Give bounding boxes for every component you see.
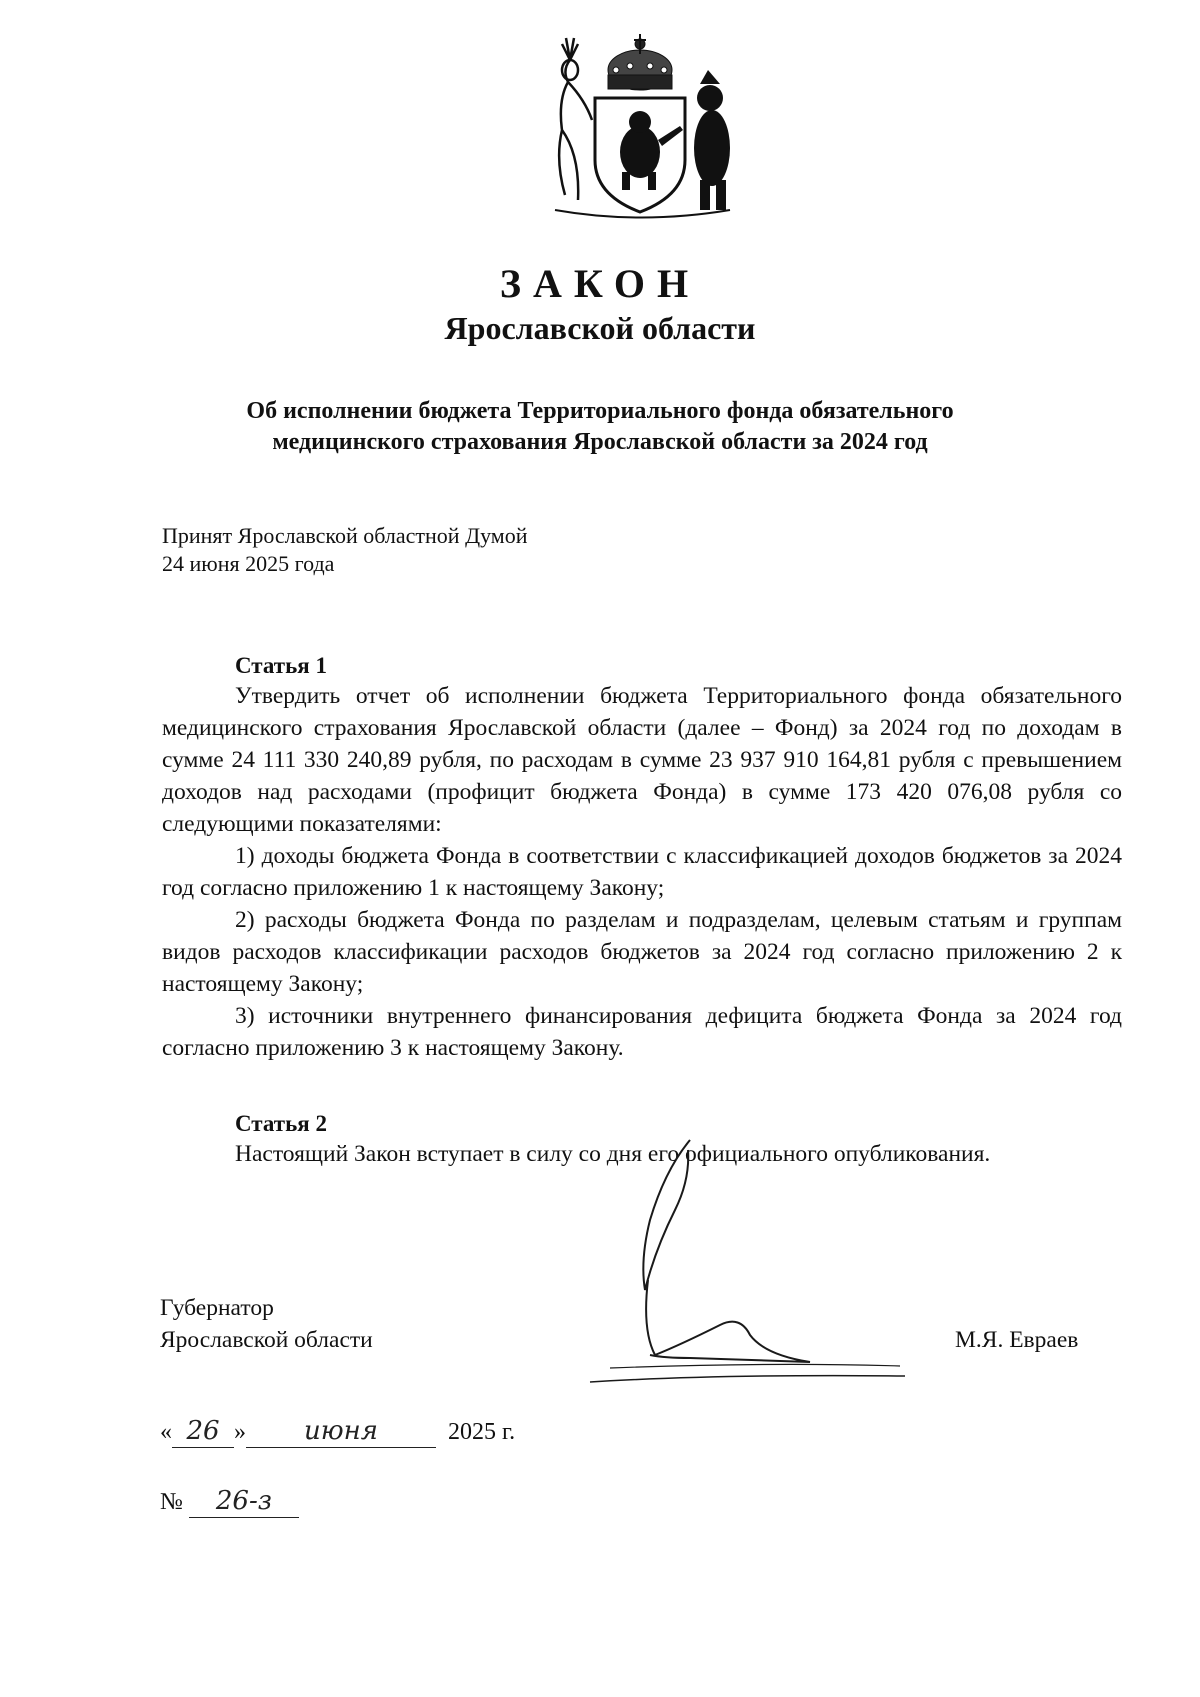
handwritten-signature <box>570 1130 930 1400</box>
article2-text: Настоящий Закон вступает в силу со дня его официального опубликования. <box>235 1141 991 1167</box>
article1-item2: 2) расходы бюджета Фонда по разделам и подразделам, целевым статьям и группам видов расходов классификации расходов бюджетов за 2024 год согласно приложению 2 к настоящему Закону; <box>162 907 1122 997</box>
date-open-quote: « <box>160 1419 172 1445</box>
coat-of-arms-icon <box>540 30 740 225</box>
article1-item1: 1) доходы бюджета Фонда в соответствии с классификацией доходов бюджетов за 2024 год согласно приложению 1 к настоящему Закону; <box>162 843 1122 901</box>
date-year: 2025 г. <box>448 1419 516 1445</box>
signatory-name: М.Я. Евраев <box>955 1327 1079 1353</box>
law-region: Ярославской области <box>444 310 756 346</box>
article1-heading: Статья 1 <box>235 653 327 678</box>
date-month-handwritten: июня <box>246 1415 436 1448</box>
law-number <box>160 1485 299 1518</box>
signatory-title-line2: Ярославской области <box>160 1327 373 1353</box>
number-handwritten: 26-з <box>189 1485 299 1518</box>
date-day-handwritten: 26 <box>172 1415 234 1448</box>
signing-date <box>160 1415 515 1448</box>
adoption-body: Принят Ярославской областной Думой <box>162 523 528 548</box>
adoption-note <box>162 522 528 578</box>
law-subject <box>0 396 1200 458</box>
article1-body <box>162 680 1122 1064</box>
signatory-title <box>160 1292 373 1356</box>
law-subject-line1: Об исполнении бюджета Территориального фонда обязательного <box>246 398 954 424</box>
article1-item3: 3) источники внутреннего финансирования дефицита бюджета Фонда за 2024 год согласно приложению 3 к настоящему Закону. <box>162 1003 1122 1061</box>
article1-intro: Утвердить отчет об исполнении бюджета Территориального фонда обязательного медицинского страхования Ярославской области (далее – Фонд) за 2024 год по доходам в сумме 24 111 330 240,89 рубля, по расходам в сумме 23 937 910 164,81 рубля с превышением доходов над расходами (профицит бюджета Фонда) в сумме 173 420 076,08 рубля со следующими показателями: <box>162 683 1122 837</box>
article2-heading: Статья 2 <box>235 1111 327 1136</box>
date-close-quote: » <box>234 1419 246 1445</box>
number-prefix: № <box>160 1489 183 1515</box>
signatory-title-line1: Губернатор <box>160 1295 274 1321</box>
law-subject-line2: медицинского страхования Ярославской области за 2024 год <box>272 429 928 455</box>
law-title: ЗАКОН <box>499 261 701 306</box>
adoption-date: 24 июня 2025 года <box>162 551 335 576</box>
